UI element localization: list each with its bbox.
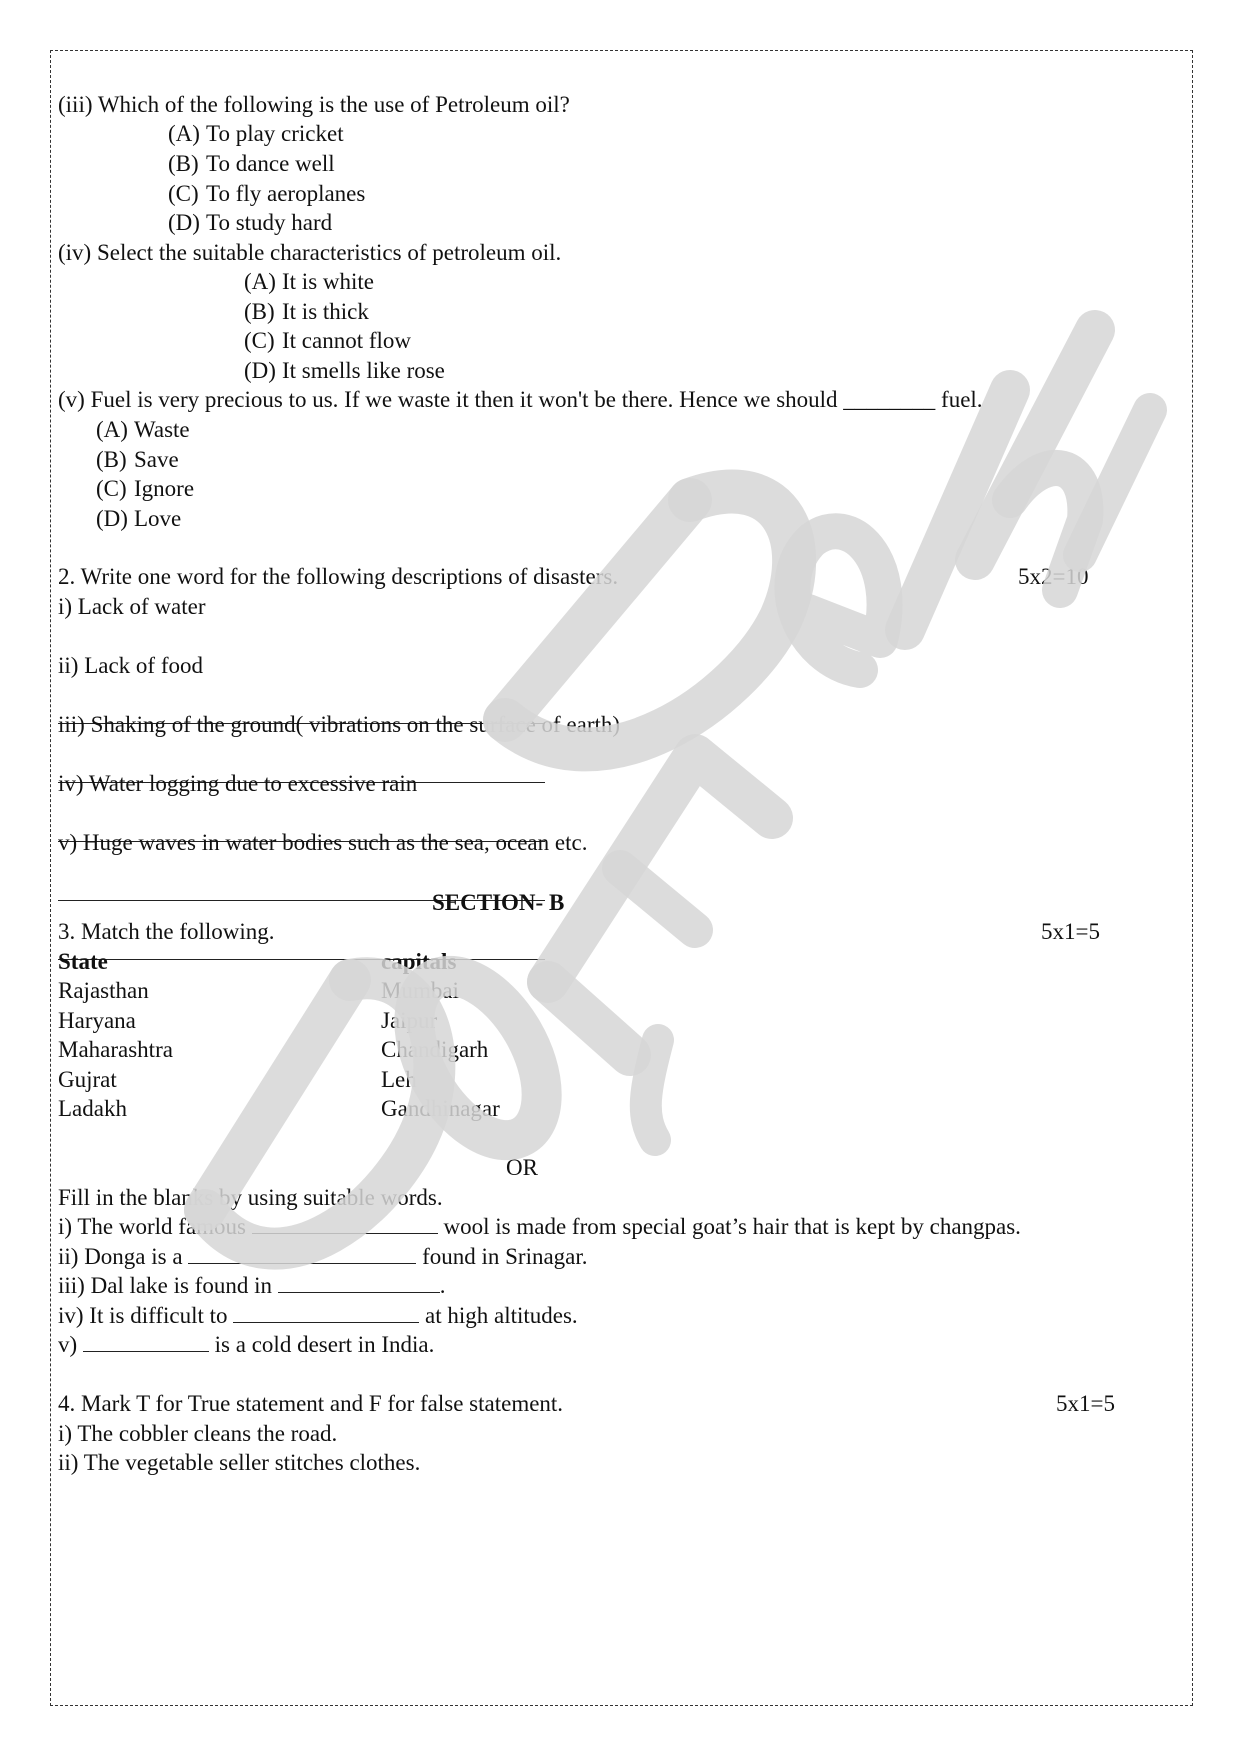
q1-v-option-b: (B) Save bbox=[96, 447, 179, 472]
q3-marks: 5x1=5 bbox=[1041, 919, 1100, 944]
q2-item-3: iii) Shaking of the ground( vibrations on the surface of earth) bbox=[58, 712, 621, 737]
q3-capital: Gandhinagar bbox=[381, 1096, 500, 1121]
fill-blank bbox=[278, 1272, 440, 1293]
fill-blank bbox=[83, 1331, 209, 1352]
q3-state-header: State bbox=[58, 949, 108, 974]
q3-state: Maharashtra bbox=[58, 1037, 173, 1062]
q2-item-1: i) Lack of water bbox=[58, 594, 206, 619]
q1-iv-option-c: (C) It cannot flow bbox=[244, 328, 412, 353]
q3-state: Ladakh bbox=[58, 1096, 127, 1121]
q3-capitals-header: capitals bbox=[381, 949, 457, 974]
q1-iii-option-b: (B) To dance well bbox=[168, 151, 335, 176]
q4-item-2: ii) The vegetable seller stitches clothes. bbox=[58, 1450, 421, 1475]
q2-item-2: ii) Lack of food bbox=[58, 653, 203, 678]
q2-marks: 5x2=10 bbox=[1018, 564, 1089, 589]
fill-blank bbox=[188, 1243, 416, 1264]
q3-fill-item-3: iii) Dal lake is found in . bbox=[58, 1273, 446, 1298]
q3-capital: Jaipur bbox=[381, 1008, 438, 1033]
q2-question: 2. Write one word for the following descriptions of disasters. bbox=[58, 564, 619, 589]
q3-capital: Mumbai bbox=[381, 978, 459, 1003]
q1-v-question: (v) Fuel is very precious to us. If we waste it then it won't be there. Hence we should ________ fuel. bbox=[58, 387, 983, 412]
q1-iv-option-d: (D) It smells like rose bbox=[244, 358, 445, 383]
q1-v-option-d: (D) Love bbox=[96, 506, 182, 531]
q1-iii-question: (iii) Which of the following is the use of Petroleum oil? bbox=[58, 92, 570, 117]
q2-answer-line-5 bbox=[58, 959, 545, 960]
q1-iii-option-d: (D) To study hard bbox=[168, 210, 333, 235]
q4-marks: 5x1=5 bbox=[1056, 1391, 1115, 1416]
q3-question: 3. Match the following. bbox=[58, 919, 275, 944]
q1-iv-option-a: (A) It is white bbox=[244, 269, 374, 294]
q2-item-5: v) Huge waves in water bodies such as the sea, ocean etc. bbox=[58, 830, 588, 855]
q3-state: Gujrat bbox=[58, 1067, 117, 1092]
section-b-heading: SECTION- B bbox=[432, 890, 565, 915]
q3-capital: Leh bbox=[381, 1067, 417, 1092]
q3-state: Haryana bbox=[58, 1008, 136, 1033]
fill-blank bbox=[233, 1302, 419, 1323]
q1-iv-option-b: (B) It is thick bbox=[244, 299, 369, 324]
q3-capital: Chandigarh bbox=[381, 1037, 489, 1062]
q1-v-option-a: (A) Waste bbox=[96, 417, 190, 442]
fill-blank bbox=[252, 1213, 438, 1234]
q3-or: OR bbox=[506, 1155, 538, 1180]
q3-fill-item-2: ii) Donga is a found in Srinagar. bbox=[58, 1244, 588, 1269]
q3-fill-item-5: v) is a cold desert in India. bbox=[58, 1332, 435, 1357]
q3-fill-item-1: i) The world famous wool is made from special goat’s hair that is kept by changpas. bbox=[58, 1214, 1021, 1239]
q1-iv-question: (iv) Select the suitable characteristics of petroleum oil. bbox=[58, 240, 562, 265]
q2-item-4: iv) Water logging due to excessive rain bbox=[58, 771, 418, 796]
q1-iii-option-a: (A) To play cricket bbox=[168, 121, 344, 146]
q1-iii-option-c: (C) To fly aeroplanes bbox=[168, 181, 366, 206]
q3-fill-title: Fill in the blanks by using suitable words. bbox=[58, 1185, 443, 1210]
q4-item-1: i) The cobbler cleans the road. bbox=[58, 1421, 338, 1446]
q3-fill-item-4: iv) It is difficult to at high altitudes. bbox=[58, 1303, 578, 1328]
q1-v-option-c: (C) Ignore bbox=[96, 476, 195, 501]
q3-state: Rajasthan bbox=[58, 978, 149, 1003]
q4-question: 4. Mark T for True statement and F for false statement. bbox=[58, 1391, 564, 1416]
